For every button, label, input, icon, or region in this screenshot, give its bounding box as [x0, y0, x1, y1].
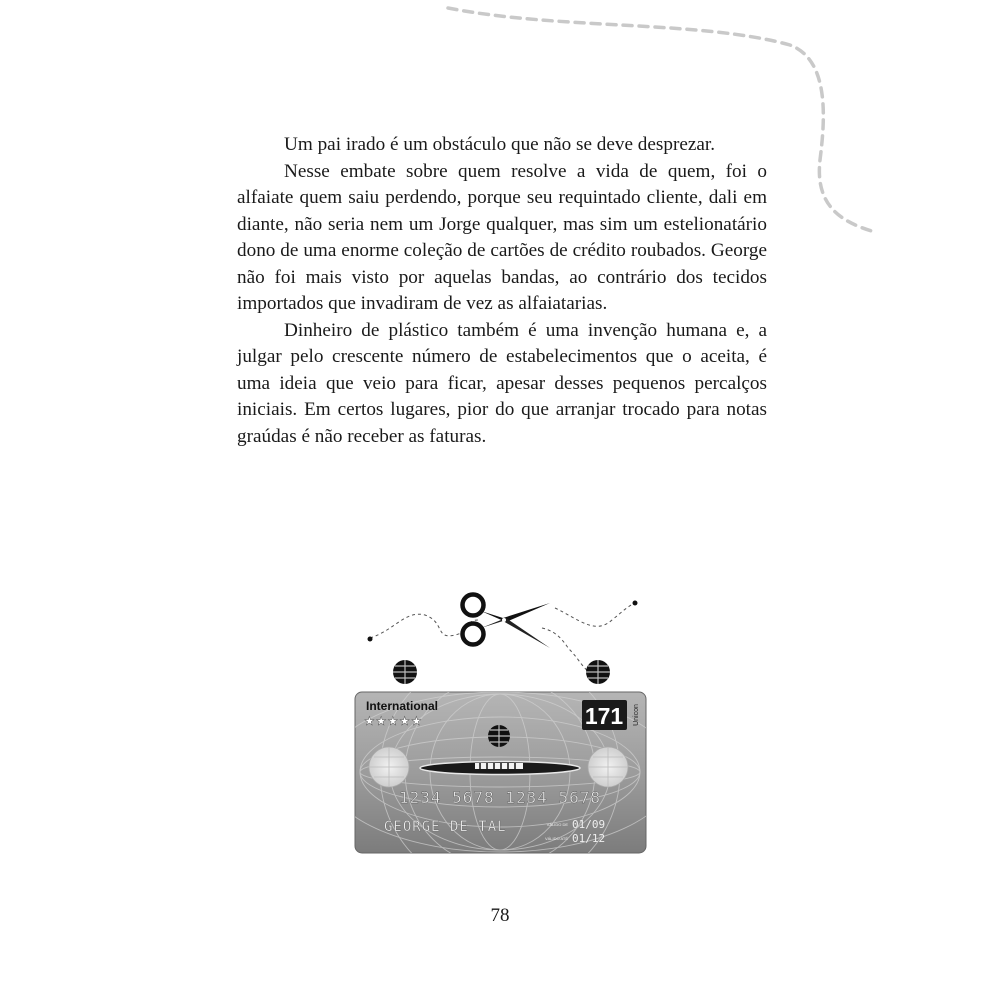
- paragraph: Um pai irado é um obstáculo que não se deve desprezar.: [284, 134, 716, 155]
- valid-thru: 01/12: [572, 832, 606, 845]
- valid-from-label: VÁLIDO DE: [546, 822, 568, 827]
- dot-left: [368, 637, 373, 642]
- paragraph: Dinheiro de plástico também é uma invenção humana e, a julgar pelo crescente número de estabelecimentos que o aceita, é uma ideia que veio para ficar, apesar desses pequenos percalços iniciais. Em certos lugares, pior do que arranjar trocado para notas graúdas é não receber as faturas.: [237, 319, 767, 447]
- card-brand: International: [366, 699, 439, 713]
- card-holder: GEORGE DE TAL: [384, 819, 507, 835]
- valid-from: 01/09: [572, 818, 606, 831]
- body-text: [237, 132, 767, 450]
- scissors-icon: [463, 595, 551, 649]
- credit-card-illustration: [350, 590, 650, 860]
- credit-card: [350, 652, 650, 860]
- hole-icon: [586, 660, 610, 684]
- valid-thru-label: VÁLIDO ATÉ: [544, 836, 568, 841]
- card-logo-side-text: Unicon: [633, 704, 640, 726]
- card-number: 1234 5678 1234 5678: [398, 788, 602, 807]
- page-number: 78: [490, 905, 510, 926]
- card-stars: ★★★★★: [364, 714, 423, 728]
- card-logo-number: 171: [584, 703, 624, 729]
- dot-right: [633, 601, 638, 606]
- card-slit: [420, 762, 580, 775]
- hole-icon: [393, 660, 417, 684]
- paragraph: Nesse embate sobre quem resolve a vida de quem, foi o alfaiate quem saiu perdendo, porque seu requintado cliente, dali em diante, não seria nem um Jorge qualquer, mas sim um estelionatário dono de uma enorme coleção de cartões de crédito roubados. George não foi mais visto por aquelas bandas, ao contrário dos tecidos importados que invadiram de vez as alfaiatarias.: [237, 160, 767, 314]
- hole-icon: [488, 725, 510, 747]
